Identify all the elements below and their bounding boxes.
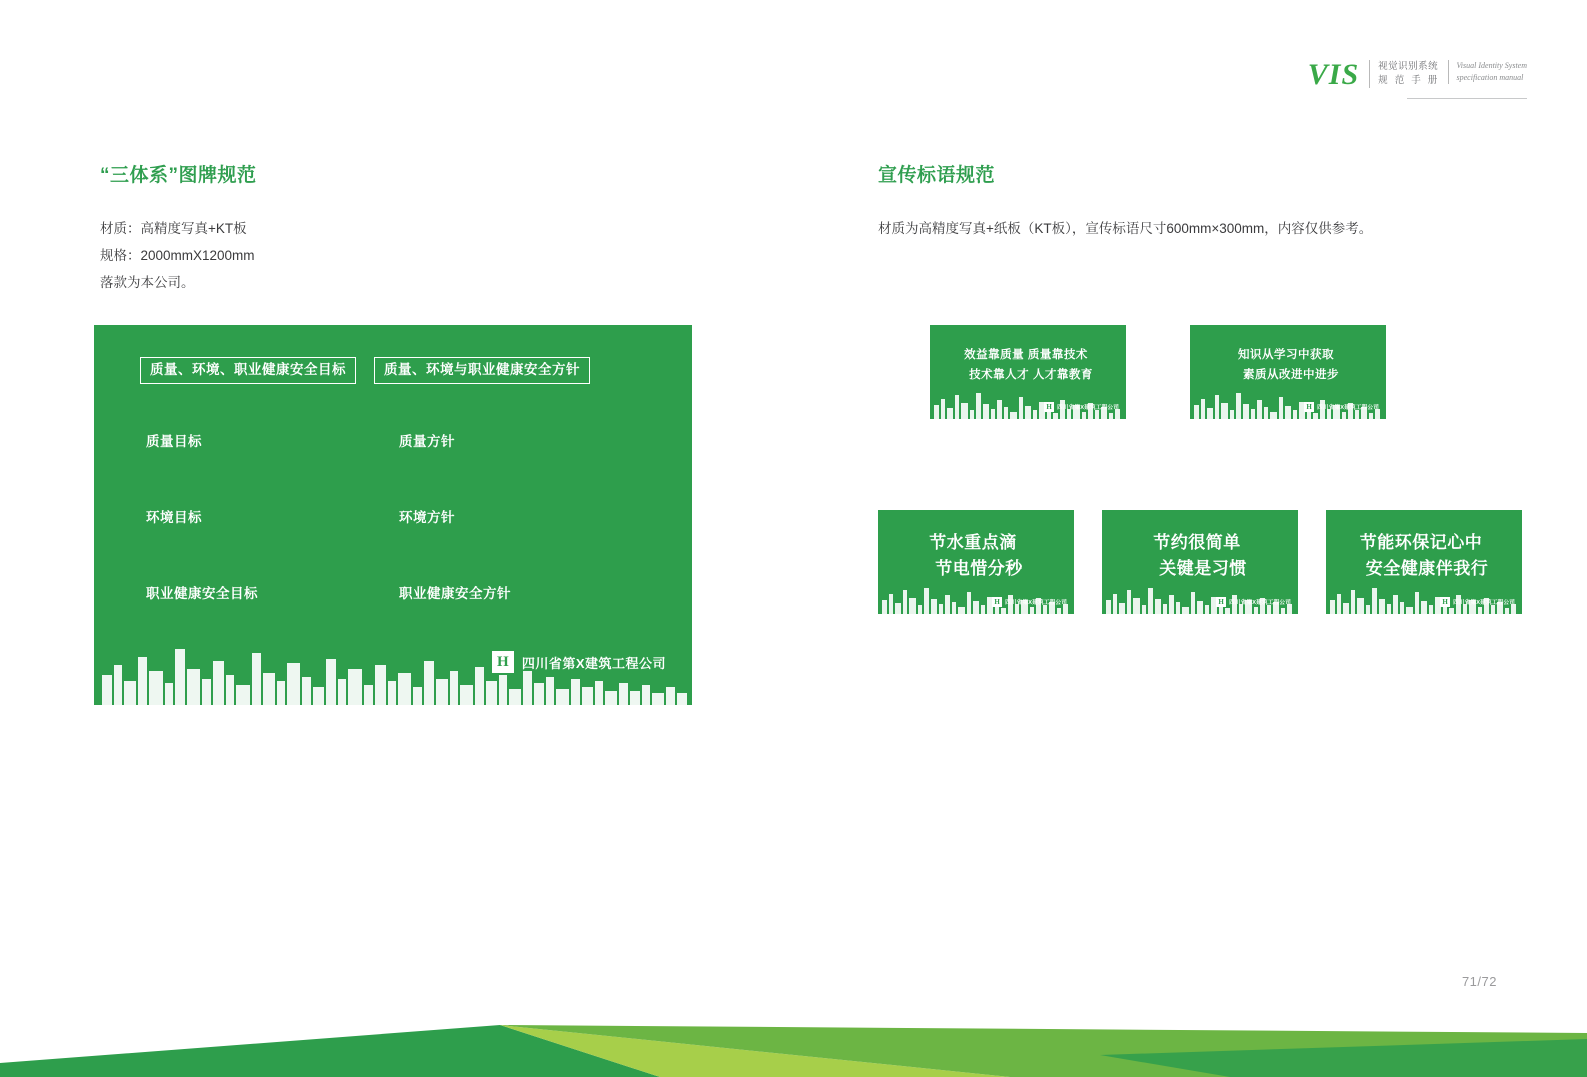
slogan-card-saving-simple	[1102, 510, 1298, 614]
board-item-environment-policy: 环境方针	[399, 510, 455, 525]
company-logo-icon: H	[1044, 402, 1054, 412]
vis-header-chinese	[1369, 60, 1447, 88]
vis-header-cn-line2: 规 范 手 册	[1378, 74, 1440, 86]
company-name-text: 四川省第X建筑工程公司	[1229, 600, 1291, 606]
right-section	[878, 160, 1518, 242]
page-number: 71/72	[1461, 974, 1497, 989]
left-section-title: “三体系”图牌规范	[100, 165, 257, 186]
slogan-line-1: 节水重点滴	[929, 533, 1017, 552]
slogan-card-energy-saving	[1326, 510, 1522, 614]
slogan-line-2: 安全健康伴我行	[1365, 559, 1489, 579]
company-logo-icon: H	[492, 651, 514, 673]
company-name-text: 四川省第X建筑工程公司	[1317, 405, 1379, 411]
company-logo-icon: H	[1440, 597, 1450, 607]
slogan-card-save-water	[878, 510, 1074, 614]
left-desc-line-3: 落款为本公司。	[100, 275, 195, 290]
slogan-line-2: 素质从改进中进步	[1243, 369, 1339, 382]
slogan-row-2	[878, 510, 1522, 614]
slogan-company-signature	[1044, 402, 1119, 412]
slogan-line-2: 节电惜分秒	[935, 559, 1023, 579]
header-divider-rule	[1407, 98, 1527, 99]
company-name-text: 四川省第X建筑工程公司	[1057, 405, 1119, 411]
company-name-text: 四川省第X建筑工程公司	[1005, 600, 1067, 606]
company-name-text: 四川省第X建筑工程公司	[1453, 600, 1515, 606]
company-logo-icon: H	[1216, 597, 1226, 607]
board-item-quality-policy: 质量方针	[399, 434, 455, 449]
company-logo-icon: H	[992, 597, 1002, 607]
slogan-company-signature	[1440, 597, 1515, 607]
slogan-card-benefit-quality	[930, 325, 1126, 419]
left-desc-line-2: 规格：2000mmX1200mm	[100, 248, 255, 263]
right-desc-line-1: 材质为高精度写真+纸板（KT板），宣传标语尺寸600mm×300mm，内容仅供参考。	[878, 221, 1373, 236]
board-item-environment-objective: 环境目标	[146, 510, 202, 525]
slogan-text	[1102, 510, 1298, 583]
slogan-text	[878, 510, 1074, 583]
left-section-description	[100, 215, 700, 296]
slogan-text	[1190, 325, 1386, 385]
board-column-policies	[399, 430, 652, 658]
vis-header-english	[1448, 60, 1528, 84]
left-desc-line-1: 材质：高精度写真+KT板	[100, 221, 247, 236]
board-tag-objectives: 质量、环境、职业健康安全目标	[140, 357, 356, 384]
board-item-quality-objective: 质量目标	[146, 434, 202, 449]
board-header-tags	[140, 357, 652, 384]
board-tag-policies: 质量、环境与职业健康安全方针	[374, 357, 590, 384]
vis-logo: VIS	[1307, 58, 1360, 91]
slogan-row-1	[930, 325, 1386, 419]
slogan-line-1: 节能环保记心中	[1359, 533, 1483, 552]
slogan-line-1: 效益靠质量 质量靠技术	[964, 349, 1088, 361]
slogan-line-2: 技术靠人才 人才靠教育	[969, 369, 1093, 382]
board-item-ohs-objective: 职业健康安全目标	[146, 586, 258, 601]
board-columns	[146, 430, 652, 658]
slogan-company-signature	[1216, 597, 1291, 607]
board-item-ohs-policy: 职业健康安全方针	[399, 586, 511, 601]
left-section	[100, 160, 700, 296]
board-column-objectives	[146, 430, 399, 658]
slogan-card-knowledge-learning	[1190, 325, 1386, 419]
vis-header-en-line2: specification manual	[1456, 73, 1524, 82]
company-name-text: 四川省第X建筑工程公司	[521, 655, 666, 671]
slogan-line-2: 关键是习惯	[1159, 559, 1247, 579]
right-section-description	[878, 215, 1518, 242]
three-systems-board	[94, 325, 692, 705]
slogan-line-1: 知识从学习中获取	[1238, 349, 1334, 361]
slogan-company-signature	[1304, 402, 1379, 412]
vis-header-en-line1: Visual Identity System	[1456, 61, 1527, 70]
company-logo-icon: H	[1304, 402, 1314, 412]
slogan-text	[930, 325, 1126, 385]
slogan-text	[1326, 510, 1522, 583]
right-section-title: 宣传标语规范	[878, 165, 996, 186]
slogan-company-signature	[992, 597, 1067, 607]
vis-header-cn-line1: 视觉识别系统	[1378, 61, 1439, 72]
slogan-line-1: 节约很简单	[1153, 533, 1241, 552]
board-company-signature	[492, 651, 666, 673]
footer-decoration	[0, 967, 1587, 1077]
